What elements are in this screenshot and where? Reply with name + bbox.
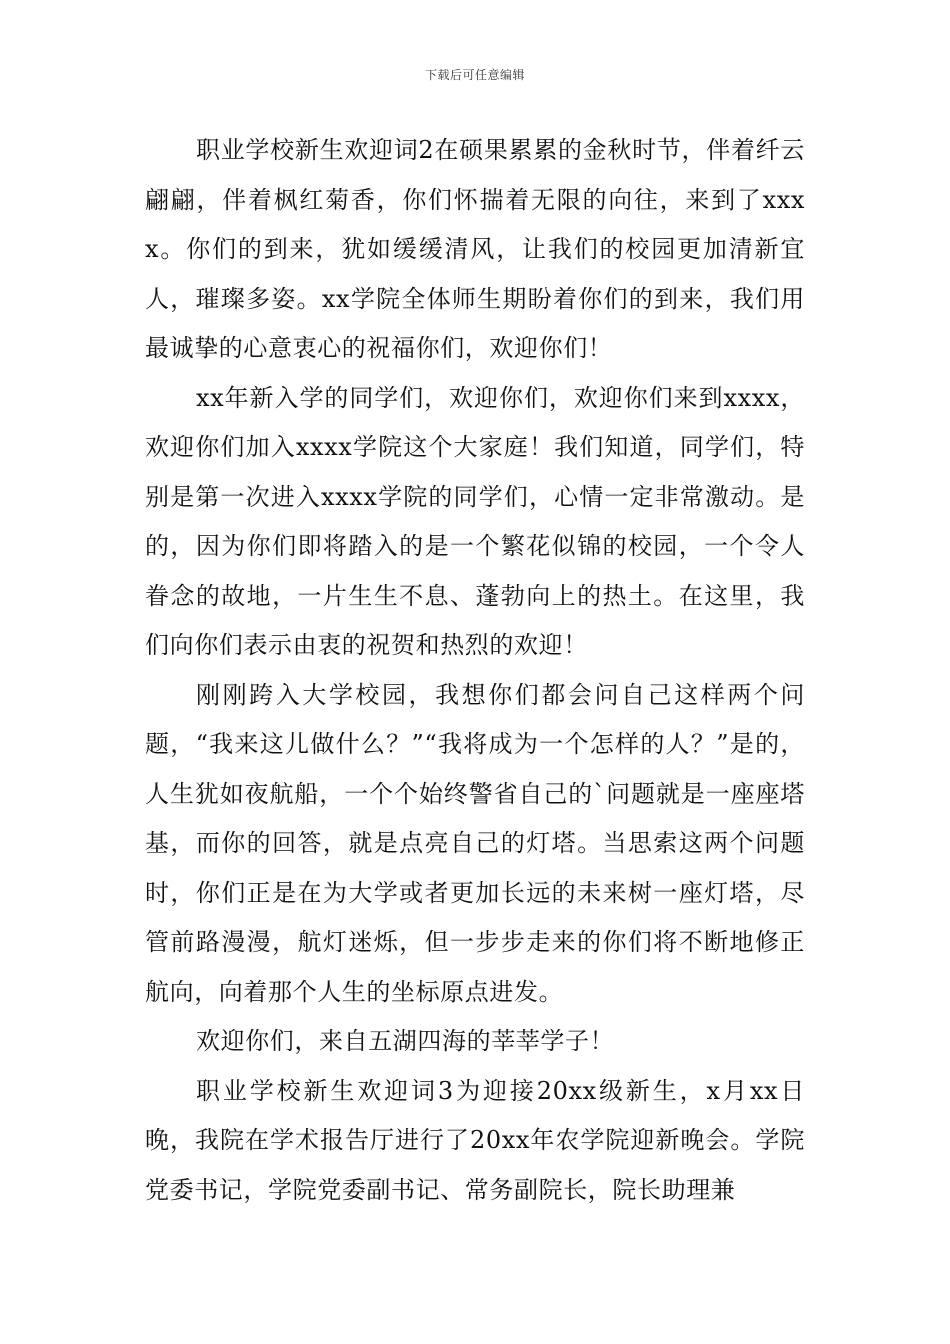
paragraph-3: 刚刚跨入大学校园，我想你们都会问自己这样两个问题，“我来这儿做什么？”“我将成为一个怎样的人？”是的，人生犹如夜航船，一个个始终警省自己的`问题就是一座座塔基，而你的回答，就是点亮自己的灯塔。当思索这两个问题时，你们正是在为大学或者更加长远的未来树一座灯塔，尽管前路漫漫，航灯迷烁，但一步步走来的你们将不断地修正航向，向着那个人生的坐标原点进发。 [145, 680, 805, 1006]
paragraph-2: xx年新入学的同学们，欢迎你们，欢迎你们来到xxxx，欢迎你们加入xxxx学院这个大家庭！我们知道，同学们，特别是第一次进入xxxx学院的同学们，心情一定非常激动。是的，因为你们即将踏入的是一个繁花似锦的校园，一个令人眷念的故地，一片生生不息、蓬勃向上的热土。在这里，我们向你们表示由衷的祝贺和热烈的欢迎！ [145, 383, 805, 659]
paragraph-4: 欢迎你们，来自五湖四海的莘莘学子！ [196, 1027, 615, 1055]
paragraph-1: 职业学校新生欢迎词2在硕果累累的金秋时节，伴着纤云翩翩，伴着枫红菊香，你们怀揣着无限的向往，来到了xxxx。你们的到来，犹如缓缓清风，让我们的校园更加清新宜人，璀璨多姿。xx学院全体师生期盼着你们的到来，我们用最诚挚的心意衷心的祝福你们，欢迎你们！ [145, 136, 805, 362]
page-header: 下载后可任意编辑 [424, 68, 525, 82]
paragraph-5: 职业学校新生欢迎词3为迎接20xx级新生，x月xx日晚，我院在学术报告厅进行了20xx年农学院迎新晚会。学院党委书记，学院党委副书记、常务副院长，院长助理兼 [145, 1076, 805, 1204]
document-body [145, 126, 805, 1215]
